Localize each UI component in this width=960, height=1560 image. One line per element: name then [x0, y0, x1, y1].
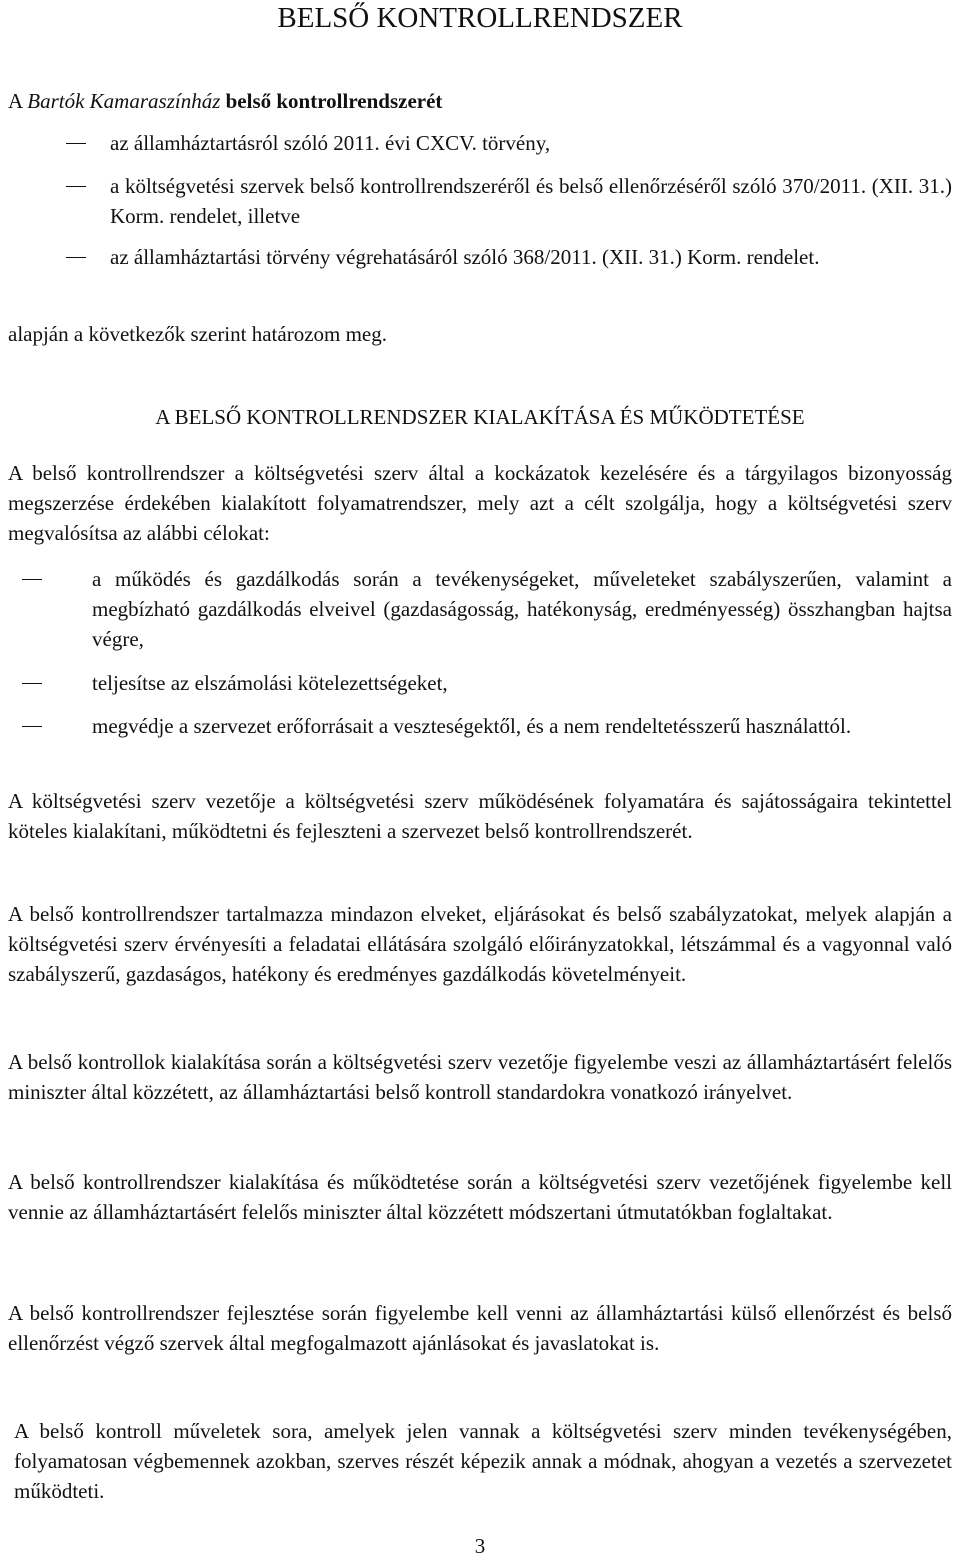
- dash-bullet-icon: [66, 257, 86, 258]
- dash-bullet-icon: [22, 683, 42, 684]
- goal-item: megvédje a szervezet erőforrásait a veszteségektől, és a nem rendeltetésszerű használattól.: [92, 714, 852, 738]
- definition-paragraph: A belső kontrollrendszer a költségvetési szerv által a kockázatok kezelésére és a tárgyilagos bizonyosság megszerzése érdekében kialakított folyamatrendszer, mely azt a célt szolgálja, hogy a költségvetési szerv megvalósítsa az alábbi célokat:: [8, 461, 952, 545]
- intro-prefix: A: [8, 89, 28, 113]
- body-paragraph: A belső kontrollrendszer kialakítása és működtetése során a költségvetési szerv vezetőjének figyelembe kell vennie az államháztartásért felelős miniszter által közzétett módszertani útmutatókban foglaltakat.: [8, 1170, 952, 1224]
- legal-basis-item: az államháztartási törvény végrehatásáról szóló 368/2011. (XII. 31.) Korm. rendelet.: [110, 245, 820, 269]
- legal-basis-item: a költségvetési szervek belső kontrollrendszeréről és belső ellenőrzéséről szóló 370/2011. (XII. 31.) Korm. rendelet, illetve: [110, 174, 952, 228]
- goal-item: a működés és gazdálkodás során a tevékenységeket, műveleteket szabályszerűen, valamint a megbízható gazdálkodás elveivel (gazdaságosság, hatékonyság, eredményesség) összhangban hajtsa végre,: [92, 567, 952, 651]
- dash-bullet-icon: [22, 726, 42, 727]
- body-paragraph: A belső kontrollrendszer fejlesztése során figyelembe kell venni az államháztartási külső ellenőrzést és belső ellenőrzést végző szervek által megfogalmazott ajánlásokat és javaslatokat is.: [8, 1301, 952, 1355]
- body-paragraph: A belső kontrollrendszer tartalmazza mindazon elveket, eljárásokat és belső szabályzatokat, melyek alapján a költségvetési szerv érvényesíti a feladatai ellátására szolgáló előirányzatokkal, létszámmal és a vagyonnal való szabályszerű, gazdaságos, hatékony és eredményes gazdálkodás követelményeit.: [8, 902, 952, 986]
- body-paragraph: A belső kontroll műveletek sora, amelyek jelen vannak a költségvetési szerv minden tevékenységében, folyamatosan végbemennek azokban, szerves részét képezik annak a módnak, ahogyan a vezetés a szervezetet működteti.: [14, 1419, 952, 1503]
- body-paragraph: A belső kontrollok kialakítása során a költségvetési szerv vezetője figyelembe veszi az államháztartásért felelős miniszter által közzétett, az államháztartási belső kontroll standardokra vonatkozó irányelvet.: [8, 1050, 952, 1104]
- goal-item: teljesítse az elszámolási kötelezettségeket,: [92, 671, 448, 695]
- institution-name: Bartók Kamaraszínház: [27, 89, 221, 113]
- document-title: BELSŐ KONTROLLRENDSZER: [277, 2, 683, 34]
- intro-closing: alapján a következők szerint határozom meg.: [8, 322, 388, 346]
- dash-bullet-icon: [66, 186, 86, 187]
- dash-bullet-icon: [22, 579, 42, 580]
- legal-basis-item: az államháztartásról szóló 2011. évi CXCV. törvény,: [110, 131, 551, 155]
- body-paragraph: A költségvetési szerv vezetője a költségvetési szerv működésének folyamatára és sajátosságaira tekintettel köteles kialakítani, működtetni és fejleszteni a szervezet belső kontrollrendszerét.: [8, 789, 952, 843]
- intro-line: [8, 86, 948, 116]
- intro-bold-text: belső kontrollrendszerét: [220, 89, 443, 113]
- section-heading: A BELSŐ KONTROLLRENDSZER KIALAKÍTÁSA ÉS MŰKÖDTETÉSE: [155, 405, 805, 429]
- dash-bullet-icon: [66, 143, 86, 144]
- page-number: 3: [474, 1534, 486, 1558]
